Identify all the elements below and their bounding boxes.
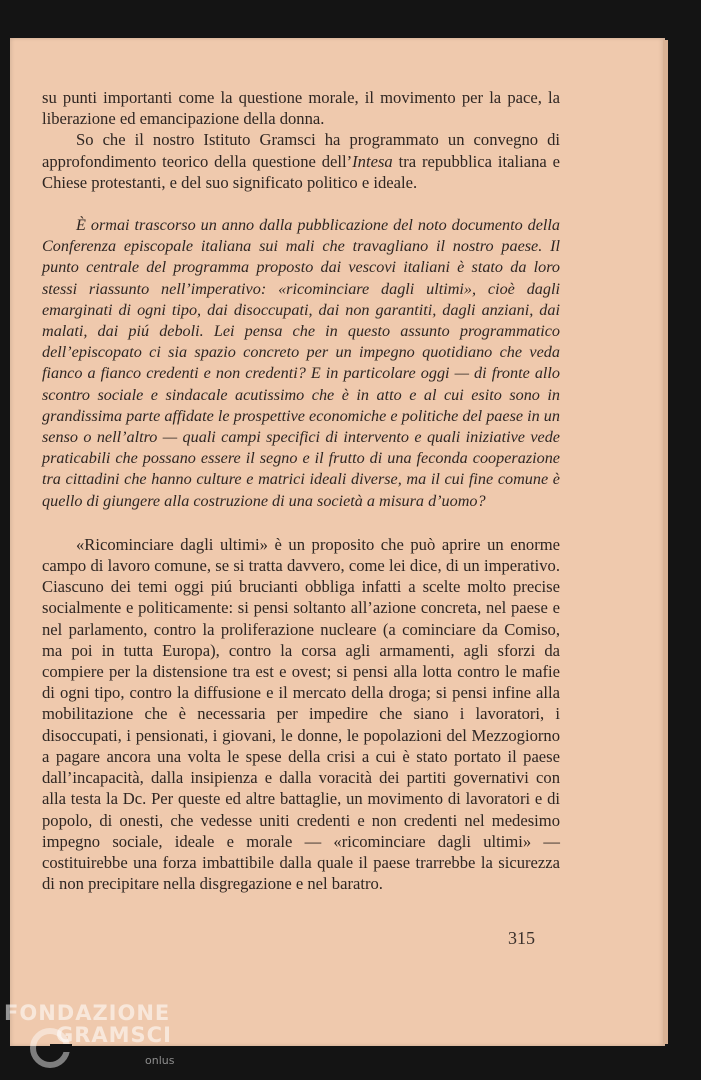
paragraph-convegno [42,129,560,193]
paragraph-continuation: su punti importanti come la questione morale, il movimento per la pace, la liberazione ed emancipazione della donna. [42,88,560,129]
page-text [42,87,560,894]
intesa-italic: Intesa [352,151,393,171]
watermark-onlus: onlus [145,1054,175,1067]
watermark-line2: GRAMSCI [56,1023,172,1047]
paragraph-convegno-start: So che il nostro Istituto Gramsci ha programmato un convegno di approfondimento teorico della questione dell’ [42,130,560,171]
page-number: 315 [508,928,535,948]
watermark [4,1002,172,1046]
page-edge [663,40,668,1044]
watermark-line1: FONDAZIONE [4,1001,171,1025]
interview-answer: «Ricominciare dagli ultimi» è un proposito che può aprire un enorme campo di lavoro comune, se si tratta davvero, come lei dice, di un imperativo. Ciascuno dei temi oggi piú brucianti obbliga infatti a scelte molto precise socialmente e politicamente: si pensi soltanto all’azione concreta, nel paese e nel parlamento, contro la proliferazione nucleare (a cominciare da Comiso, ma poi in tutta Europa), contro la corsa agli armamenti, agli sforzi da compiere per la distensione tra est e ovest; si pensi alla lotta contro le mafie di ogni tipo, contro la diffusione e il mercato della droga; si pensi infine alla mobilitazione che è necessaria per impedire che siano i lavoratori, i disoccupati, i pensionati, i giovani, le donne, le popolazioni del Mezzogiorno a pagare ancora una volta le spese della crisi a cui è stato portato il paese dall’incapacità, dalla insipienza e dalla voracità dei partiti governativi con alla testa la Dc. Per queste ed altre battaglie, un movimento di lavoratori e di popolo, di onesti, che vedesse uniti credenti e non credenti nel medesimo impegno sociale, ideale e morale — «ricominciare dagli ultimi» — costituirebbe una forza imbattibile dalla quale il paese trarrebbe la sicurezza di non precipitare nella disgregazione e nel baratro. [42,534,560,894]
paragraph-convegno-end: tra repubblica italiana e Chiese protestanti, e del suo significato politico e ideale. [42,151,560,192]
interview-question: È ormai trascorso un anno dalla pubblicazione del noto documento della Conferenza episcopale italiana sui mali che travagliano il nostro paese. Il punto centrale del programma proposto dai vescovi italiani è stato da loro stessi riassunto nell’imperativo: «ricominciare dagli ultimi», cioè dagli emarginati di ogni tipo, dai disoccupati, dai non garantiti, dagli anziani, dai malati, dai piú deboli. Lei pensa che in questo assunto programmatico dell’episcopato ci sia spazio concreto per un impegno quotidiano che veda fianco a fianco credenti e non credenti? E in particolare oggi — di fronte allo scontro sociale e sindacale acutissimo che è in atto e al cui esito sono in grandissima parte affidate le prospettive economiche e politiche del paese in un senso o nell’altro — quali campi specifici di intervento e quali iniziative vede praticabili che possano essere il segno e il frutto di una feconda cooperazione tra cittadini che hanno culture e matrici ideali diverse, ma il cui fine comune è quello di giungere alla costruzione di una società a misura d’uomo? [42,216,560,510]
